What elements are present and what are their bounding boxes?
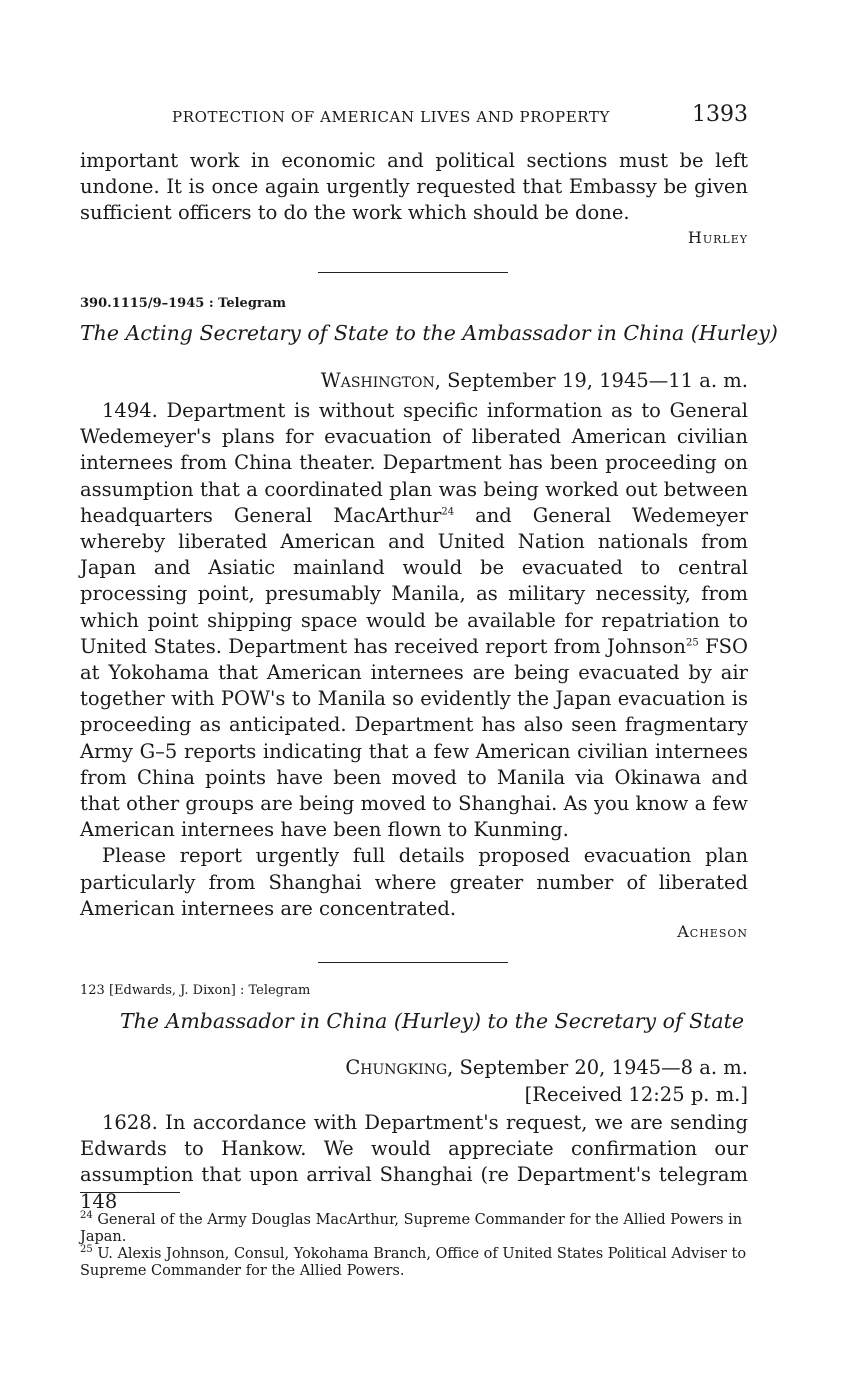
- telegram-paragraph: Please report urgently full details proposed evacuation plan particularly from Shanghai where greater number of liberated American internees are concentrated.: [80, 844, 748, 920]
- section-divider: [318, 962, 508, 963]
- dateline: Washington, September 19, 1945—11 a. m.: [320, 369, 748, 392]
- footnote-marker: 24: [441, 506, 455, 518]
- footnote-divider: [80, 1192, 180, 1193]
- document-caption: The Acting Secretary of State to the Ambassador in China (Hurley): [80, 321, 778, 345]
- telegram-body: [80, 398, 748, 922]
- page-header: [80, 102, 748, 132]
- footnote-24: $^{24}$ General of the Army Douglas MacArthur, Supreme Commander for the Allied Powers in Japan.: [80, 1210, 743, 1245]
- continuation-paragraph: important work in economic and political sections must be left undone. It is once again urgently requested that Embassy be given sufficient officers to do the work which should be done.: [80, 149, 748, 225]
- telegram-paragraph: 1494. Department is without specific information as to General Wedemeyer's plans for evacuation of liberated American civilian internees from China theater. Department has been proceeding on assumption that a coordinated plan was being worked out between headquarters General MacArthur$^{24}$ and General Wedemeyer whereby liberated American and United Nation nationals from Japan and Asiatic mainland would be evacuated to central processing point, presumably Manila, as military necessity, from which point shipping space would be available for repatriation to United States. Department has received report from Johnson$^{25}$ FSO at Yokohama that American internees are being evacuated by air together with POW's to Manila so evidently the Japan evacuation is proceeding as anticipated. Department has also seen fragmentary Army G–5 reports indicating that a few American civilian internees from China points have been moved to Manila via Okinawa and that other groups are being moved to Shanghai. As you know a few American internees have been flown to Kunming.: [80, 399, 748, 842]
- telegram-paragraph: 1628. In accordance with Department's request, we are sending Edwards to Hankow. We would appreciate confirmation our assumption that upon arrival Shanghai (re Department's telegram 148: [80, 1111, 748, 1213]
- page-number: 1393: [692, 102, 748, 127]
- running-title: PROTECTION OF AMERICAN LIVES AND PROPERTY: [172, 108, 611, 126]
- file-reference: 390.1115/9–1945 : Telegram: [80, 296, 286, 311]
- footnote-25: $^{25}$ U. Alexis Johnson, Consul, Yokohama Branch, Office of United States Political Adviser to Supreme Commander for the Allied Powers.: [80, 1244, 747, 1279]
- footnote-marker: 25: [685, 637, 699, 649]
- file-reference: 123 [Edwards, J. Dixon] : Telegram: [80, 983, 311, 998]
- signature-hurley: Hurley: [687, 228, 748, 247]
- dateline: Chungking, September 20, 1945—8 a. m.: [345, 1056, 748, 1079]
- telegram-body: [80, 1110, 748, 1215]
- received-note: [Received 12:25 p. m.]: [524, 1083, 748, 1106]
- signature-acheson: Acheson: [677, 922, 748, 941]
- continuation-text-block: [80, 148, 748, 227]
- section-divider: [318, 272, 508, 273]
- document-caption: The Ambassador in China (Hurley) to the Secretary of State: [120, 1009, 744, 1033]
